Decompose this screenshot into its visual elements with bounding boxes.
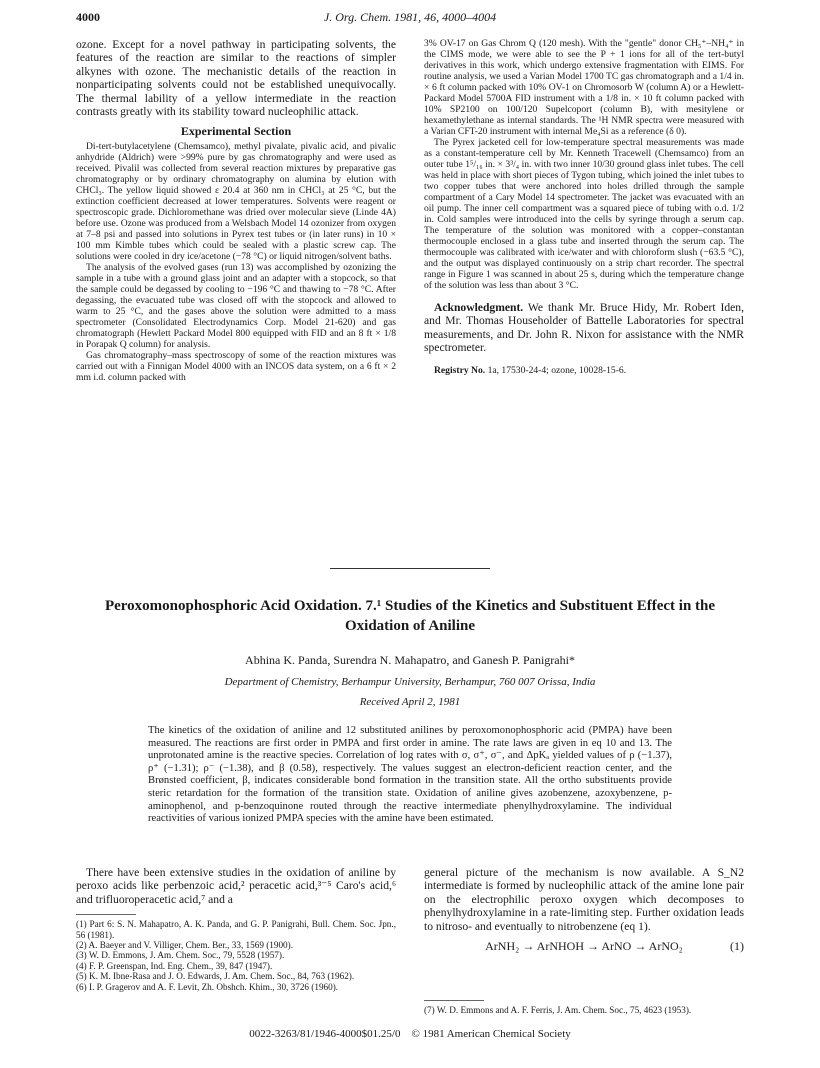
registry	[424, 365, 744, 376]
article-title: Peroxomonophosphoric Acid Oxidation. 7.¹ Studies of the Kinetics and Substituent Effect in the Oxidation of Aniline	[104, 598, 716, 634]
footnote-rule	[76, 914, 136, 915]
separator-rule	[330, 568, 490, 569]
experimental-p3: Gas chromatography–mass spectroscopy of some of the reaction mixtures was carried out with a Finnigan Model 4000 with an INCOS data system, on a 6 ft × 2 mm i.d. column packed with	[76, 350, 396, 384]
ack-text: We thank Mr. Bruce Hidy, Mr. Robert Iden, and Mr. Thomas Householder of Battelle Laboratories for spectral measurements, and Dr. John R. Nixon for assistance with the NMR spectrometer.	[424, 301, 744, 355]
received-date: Received April 2, 1981	[359, 696, 461, 708]
body-left-column	[76, 866, 396, 992]
footnote-7: (7) W. D. Emmons and A. F. Ferris, J. Am. Chem. Soc., 75, 4623 (1953).	[424, 1005, 692, 1015]
footnote-1: (1) Part 6: S. N. Mahapatro, A. K. Panda, and G. P. Panigrahi, Bull. Chem. Soc. Jpn., 56 (1981).	[76, 919, 396, 940]
footer-code: 0022-3263/81/1946-4000$01.25/0	[249, 1028, 401, 1040]
footnote-5: (5) K. M. Ibne-Rasa and J. O. Edwards, J. Am. Chem. Soc., 84, 763 (1962).	[76, 971, 355, 982]
col2-top	[424, 38, 744, 376]
body-left-paragraph: There have been extensive studies in the oxidation of aniline by peroxo acids like perbenzoic acid,² peracetic acid,³⁻⁵ Caro's acid,⁶ and trifluoroperacetic acid,⁷ and a	[76, 866, 396, 906]
registry-text: 1a, 17530-24-4; ozone, 10028-15-6.	[487, 364, 627, 376]
footnote-4: (4) F. P. Greenspan, Ind. Eng. Chem., 39, 847 (1947).	[76, 960, 273, 971]
acknowledgment	[424, 301, 744, 355]
experimental-p2: The analysis of the evolved gases (run 13) was accomplished by ozonizing the sample in a tube with a ground glass joint and an adapter with a stopcock, so that the sample could be degassed by cooling to −196 °C and thawing to −78 °C. After degassing, the evacuated tube was closed off with the stopcock and allowed to warm to 25 °C, and the gases above the solution were admitted to a mass spectrometer (Consolidated Electrodynamics Corp. Model 21-620) and gas chromatograph (Hewlett Packard Model 800 equipped with FID and an 8 ft × 1/8 in Porapak Q column) for analysis.	[76, 262, 396, 351]
registry-label: Registry No.	[434, 364, 486, 376]
article-affiliation: Department of Chemistry, Berhampur University, Berhampur, 760 007 Orissa, India	[224, 676, 596, 688]
col2-p1: 3% OV-17 on Gas Chrom Q (120 mesh). With the "gentle" donor CH₅⁺–NH₄⁺ in the CIMS mode, we were able to see the P + 1 ions for all of the tert-butyl derivatives in this work, which undergo extensive fragmentation with EIMS. For routine analysis, we used a Varian Model 1700 TC gas chromatograph and a 1/4 in. × 6 ft column packed with 10% OV-1 on Chromosorb W (column A) or a Hewlett-Packard Model 5700A FID instrument with a 1/8 in. × 10 ft column packed with 10% SP2100 on 100/120 Supelcoport (column B), with mesitylene or hexamethylethane as internal standards. The ¹H NMR spectra were measured with a Varian CFT-20 instrument with internal Me₄Si as a reference (δ 0).	[424, 38, 744, 137]
abstract: The kinetics of the oxidation of aniline and 12 substituted anilines by peroxomonophosphoric acid (PMPA) have been measured. The reactions are first order in PMPA and first order in amine. The rate laws are given in eq 10 and 13. The unprotonated amine is the reactive species. Correlation of log rates with σ, σ⁺, σ⁻, and ΔpKₐ yielded values of ρ (−1.37), ρ⁺ (−1.31); ρ⁻ (−1.38), and β (0.58), respectively. The values suggest an electron-deficient reaction center, and the Brønsted coefficient, β, indicates considerable bond formation in the transition state. All the ortho substituents provide steric retardation for the formation of the transition state. Oxidation of aniline gives azobenzene, azoxybenzene, p-aminophenol, and p-benzoquinone routed through the reactive intermediate phenylhydroxylamine. The individual reactivities of various ionized PMPA species with the amine have been estimated.	[148, 725, 672, 825]
footnote-6: (6) I. P. Gragerov and A. F. Levit, Zh. Obshch. Khim., 30, 3726 (1960).	[76, 981, 339, 992]
intro-paragraph: ozone. Except for a novel pathway in participating solvents, the features of the reaction are similar to the reactions of simpler alkynes with ozone. The mechanistic details of the reaction in nonparticipating solvents could not be established unequivocally. The thermal lability of a yellow intermediate in the reaction contrasts greatly with its stability toward nucleophilic attack.	[76, 38, 396, 119]
footnote-2: (2) A. Baeyer and V. Villiger, Chem. Ber., 33, 1569 (1900).	[76, 940, 293, 951]
journal-citation: J. Org. Chem. 1981, 46, 4000–4004	[323, 10, 497, 24]
col2-p2: The Pyrex jacketed cell for low-temperature spectral measurements was made as a constant-temperature cell by Mr. Kenneth Tracewell (Chemsamco) from an outer tube 1⁵/₁₆ in. × 3³/₄ in. with two inner 10/30 ground glass inlet tubes. The cell was held in place with short pieces of Tygon tubing, which joined the inlet tubes to two copper tubes that were anchored into holes drilled through the sample compartment of a Cary Model 14 spectrometer. The jacket was evacuated with an oil pump. The inner cell compartment was a squared piece of tubing with o.d. 1/2 in. Cold samples were introduced into the cells by syringe through a serum cap. The temperature of the solution was monitored with a copper–constantan thermocouple enclosed in a glass tube and inserted through the serum cap. The thermocouple was calibrated with ice/water and with chloroform slush (−63.5 °C), and the output was displayed continuously on a strip chart recorder. The spectral range in Figure 1 was scanned in about 25 s, during which the temperature change of the solution was less than about 3 °C.	[424, 137, 744, 291]
equation-number: (1)	[730, 939, 744, 954]
section-heading: Experimental Section	[180, 124, 292, 139]
page-footer	[0, 1028, 820, 1040]
article-authors: Abhina K. Panda, Surendra N. Mahapatro, and Ganesh P. Panigrahi*	[245, 653, 575, 667]
body-right-column	[424, 866, 744, 1015]
footnote-3: (3) W. D. Emmons, J. Am. Chem. Soc., 79, 5528 (1957).	[76, 950, 285, 961]
footer-copyright: © 1981 American Chemical Society	[411, 1028, 571, 1040]
running-header	[76, 10, 744, 26]
experimental-p1: Di-tert-butylacetylene (Chemsamco), methyl pivalate, pivalic acid, and pivalic anhydride (Aldrich) were >99% pure by gas chromatography and were used as received. Pivalil was collected from several reaction mixtures by preparative gas chromatography or by ordinary chromatography on alumina by elution with CHCl₃. The yellow liquid showed ε 20.4 at 360 nm in CHCl₃ at 25 °C, but the extinction coefficient decreased at lower temperatures. Solvents were reagent or spectroscopic grade. Dichloromethane was dried over molecular sieve (Linde 4A) before use. Ozone was produced from a Welsbach Model 14 ozonizer from oxygen at 7–8 psi and passed into solutions in Pyrex test tubes or (in later runs) in 10 × 100 mm Kimble tubes which could be sealed with a plastic screw cap. The solutions were cooled in dry ice/acetone (−78 °C) or liquid nitrogen/solvent baths.	[76, 141, 396, 263]
equation-text: ArNH₂ → ArNHOH → ArNO → ArNO₂	[485, 939, 683, 954]
body-right-paragraph: general picture of the mechanism is now available. A S_N2 intermediate is formed by nucleophilic attack of the amine lone pair on the electrophilic peroxo oxygen which decomposes to phenylhydroxylamine in a rate-limiting step. Further oxidation leads to nitroso- and eventually to nitrobenzene (eq 1).	[424, 866, 744, 933]
ack-label: Acknowledgment.	[434, 301, 524, 314]
col1-top	[76, 38, 396, 383]
footnote-rule-right	[424, 1000, 484, 1001]
equation-1	[424, 939, 744, 954]
page-number: 4000	[76, 10, 100, 24]
